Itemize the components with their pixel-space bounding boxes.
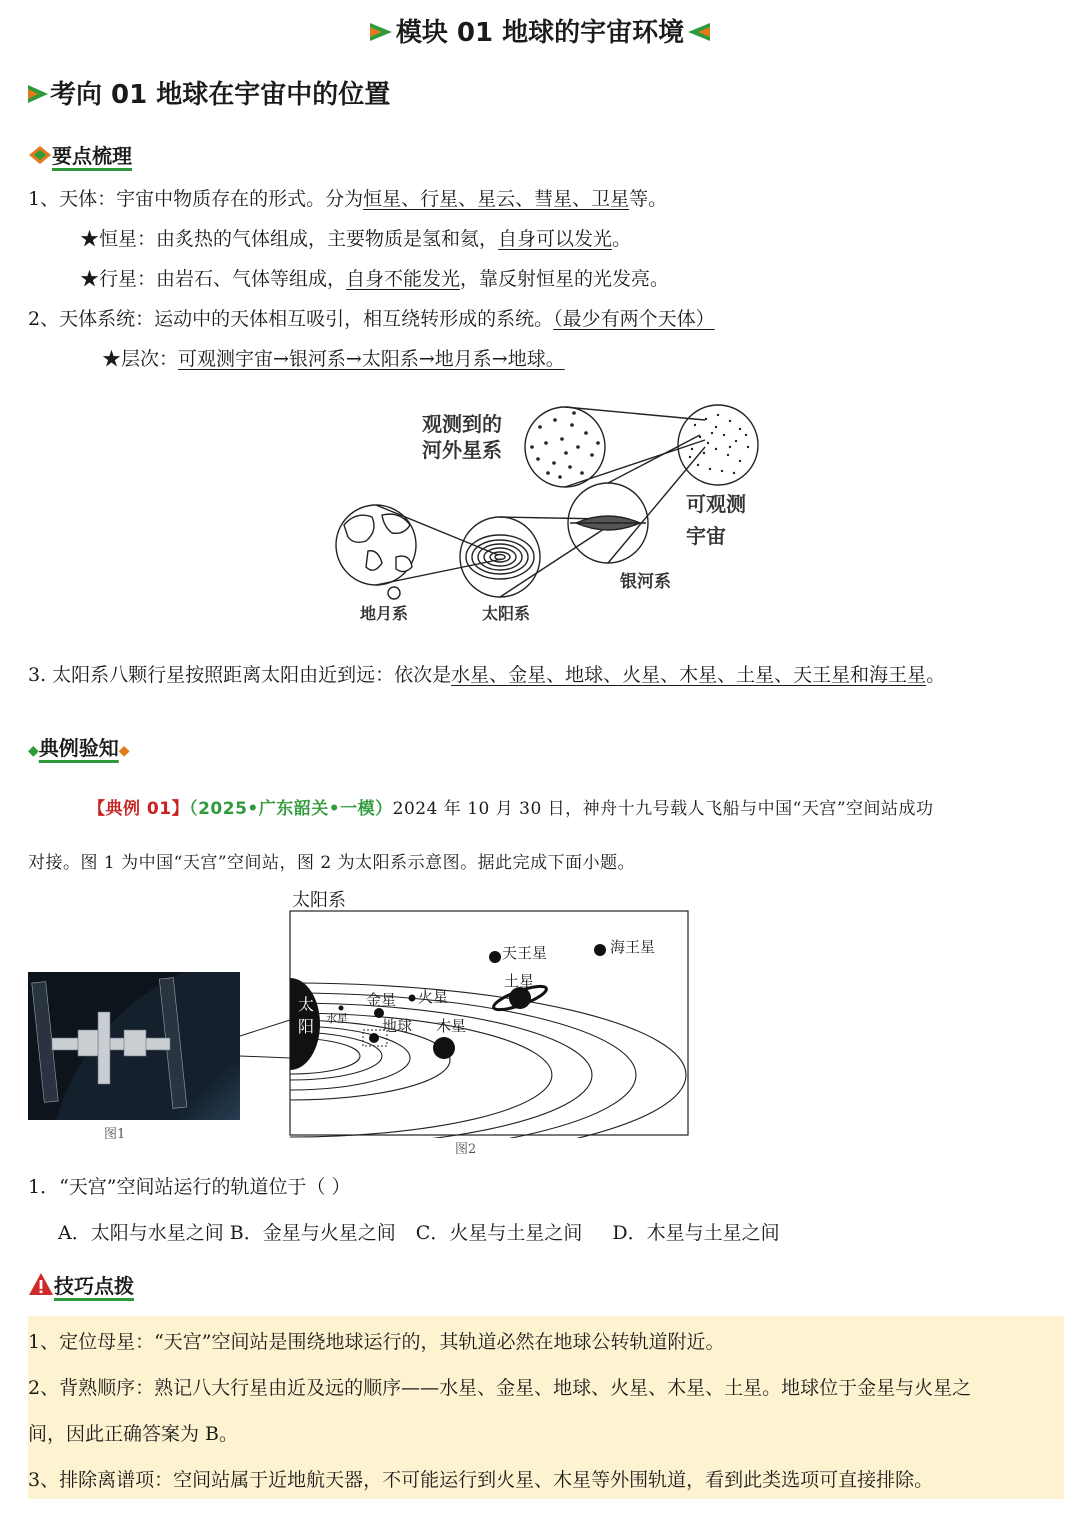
text: 等。 — [629, 188, 668, 210]
sun-label-2: 阳 — [298, 1017, 315, 1036]
diamond-icon: ◆ — [118, 743, 130, 759]
text: 2、天体系统：运动中的天体相互吸引，相互绕转形成的系统。 — [28, 308, 554, 330]
text: ，靠反射恒星的光发亮。 — [460, 268, 670, 290]
figure2-caption: 图2 — [455, 1142, 477, 1157]
venus-label: 金星 — [366, 991, 397, 1009]
topic-heading-text: 考向 01 地球在宇宙中的位置 — [50, 80, 391, 110]
point-levels — [102, 344, 565, 371]
jupiter-label: 木星 — [436, 1017, 467, 1035]
label-solar-system: 太阳系 — [482, 604, 531, 623]
figure1-caption: 图1 — [104, 1127, 126, 1142]
text: ★层次： — [102, 348, 179, 370]
module-title — [0, 12, 1080, 49]
text: 。 — [612, 228, 632, 250]
section-examples-label: 典例验知 — [38, 736, 119, 760]
underlined-text: 自身不能发光 — [346, 268, 461, 290]
underlined-text: 可观测宇宙→银河系→太阳系→地月系→地球。 — [178, 348, 565, 370]
galaxies-circle — [525, 407, 605, 487]
celestial-hierarchy-diagram — [320, 385, 780, 630]
text: 1、天体：宇宙中物质存在的形式。分为 — [28, 188, 364, 210]
example-line2: 对接。图 1 为中国“天宫”空间站，图 2 为太阳系示意图。据此完成下面小题。 — [28, 853, 636, 873]
point-2 — [28, 304, 715, 331]
diamond-icon — [28, 145, 52, 165]
option-a[interactable]: A．太阳与水星之间 — [58, 1222, 224, 1244]
example-line1 — [88, 794, 934, 819]
mercury-label: 水星 — [326, 1012, 348, 1025]
point-1 — [28, 184, 667, 211]
tip-line-1: 1、定位母星：“天宫”空间站是围绕地球运行的，其轨道必然在地球公转轨道附近。 — [28, 1331, 725, 1353]
example-source: （2025•广东韶关•一模） — [189, 799, 393, 819]
label-universe-line2: 宇宙 — [686, 524, 726, 548]
point-star — [80, 224, 631, 251]
solar-system-diagram — [238, 908, 692, 1138]
neptune-label: 海王星 — [610, 938, 656, 956]
tip-line-4: 3、排除离谱项：空间站属于近地航天器，不可能运行到火星、木星等外围轨道，看到此类选项可直接排除。 — [28, 1469, 934, 1491]
text: ， — [479, 228, 499, 250]
arrow-left-icon — [684, 21, 710, 43]
arrow-right-icon — [28, 83, 50, 105]
sun-label-1: 太 — [298, 995, 315, 1014]
text: ★行星：由岩石、气体等组成， — [80, 268, 347, 290]
earth-dot — [369, 1033, 379, 1043]
saturn-label: 土星 — [504, 972, 535, 990]
mars-dot — [409, 995, 416, 1002]
section-key-points — [28, 140, 132, 169]
point-3 — [28, 660, 945, 687]
point-planet — [80, 264, 669, 291]
text: 。 — [926, 664, 946, 686]
label-galaxies-line2: 河外星系 — [422, 438, 502, 462]
space-station-image — [28, 972, 240, 1120]
uranus-dot — [489, 951, 501, 963]
warning-icon — [28, 1272, 54, 1296]
underlined-text: （最少有两个天体） — [553, 308, 715, 330]
text: ★恒星：由炙热的气体组成，主要物质是 — [80, 228, 423, 250]
neptune-dot — [594, 944, 606, 956]
text: 氢和氦 — [422, 228, 480, 250]
underlined-text: 水星、金星、地球、火星、木星、土星、天王星和海王星 — [451, 664, 927, 686]
mars-label: 火星 — [418, 988, 449, 1006]
module-title-text: 模块 01 地球的宇宙环境 — [395, 18, 685, 48]
section-tips — [28, 1270, 134, 1299]
option-d[interactable]: D．木星与土星之间 — [612, 1222, 780, 1244]
uranus-label: 天王星 — [502, 944, 548, 962]
example-text: 2024 年 10 月 30 日，神舟十九号载人飞船与中国“天宫”空间站成功 — [392, 799, 934, 819]
label-milky-way: 银河系 — [620, 572, 671, 592]
tip-line-2: 2、背熟顺序：熟记八大行星由近及远的顺序——水星、金星、地球、火星、木星、土星。地球位于金星与火星之 — [28, 1377, 972, 1399]
label-earth-moon: 地月系 — [360, 604, 409, 623]
arrow-right-icon — [370, 21, 396, 43]
option-c[interactable]: C．火星与土星之间 — [415, 1222, 583, 1244]
option-b[interactable]: B．金星与火星之间 — [229, 1222, 396, 1244]
section-key-points-label: 要点梳理 — [52, 144, 132, 168]
question-options — [58, 1218, 780, 1245]
earth-label: 地球 — [382, 1017, 413, 1035]
jupiter-dot — [433, 1037, 455, 1059]
underlined-text: 自身可以发光 — [498, 228, 613, 250]
moon-circle — [388, 587, 400, 599]
example-tag: 【典例 01】 — [88, 799, 190, 819]
diamond-icon: ◆ — [28, 743, 39, 759]
label-galaxies-line1: 观测到的 — [422, 412, 502, 436]
topic-heading — [28, 74, 390, 111]
galaxy-dots — [530, 411, 600, 479]
label-universe-line1: 可观测 — [686, 492, 746, 516]
mercury-dot — [339, 1006, 344, 1011]
tip-line-3: 间，因此正确答案为 B。 — [28, 1423, 239, 1445]
figure2-title: 太阳系 — [292, 890, 346, 911]
underlined-text: 恒星、行星、星云、彗星、卫星 — [363, 188, 630, 210]
universe-dots — [689, 414, 749, 474]
section-tips-label: 技巧点拨 — [54, 1274, 134, 1298]
question-stem: 1．“天宫”空间站运行的轨道位于（ ） — [28, 1176, 351, 1198]
text: 3. 太阳系八颗行星按照距离太阳由近到远：依次是 — [28, 664, 452, 686]
section-examples — [28, 732, 130, 761]
